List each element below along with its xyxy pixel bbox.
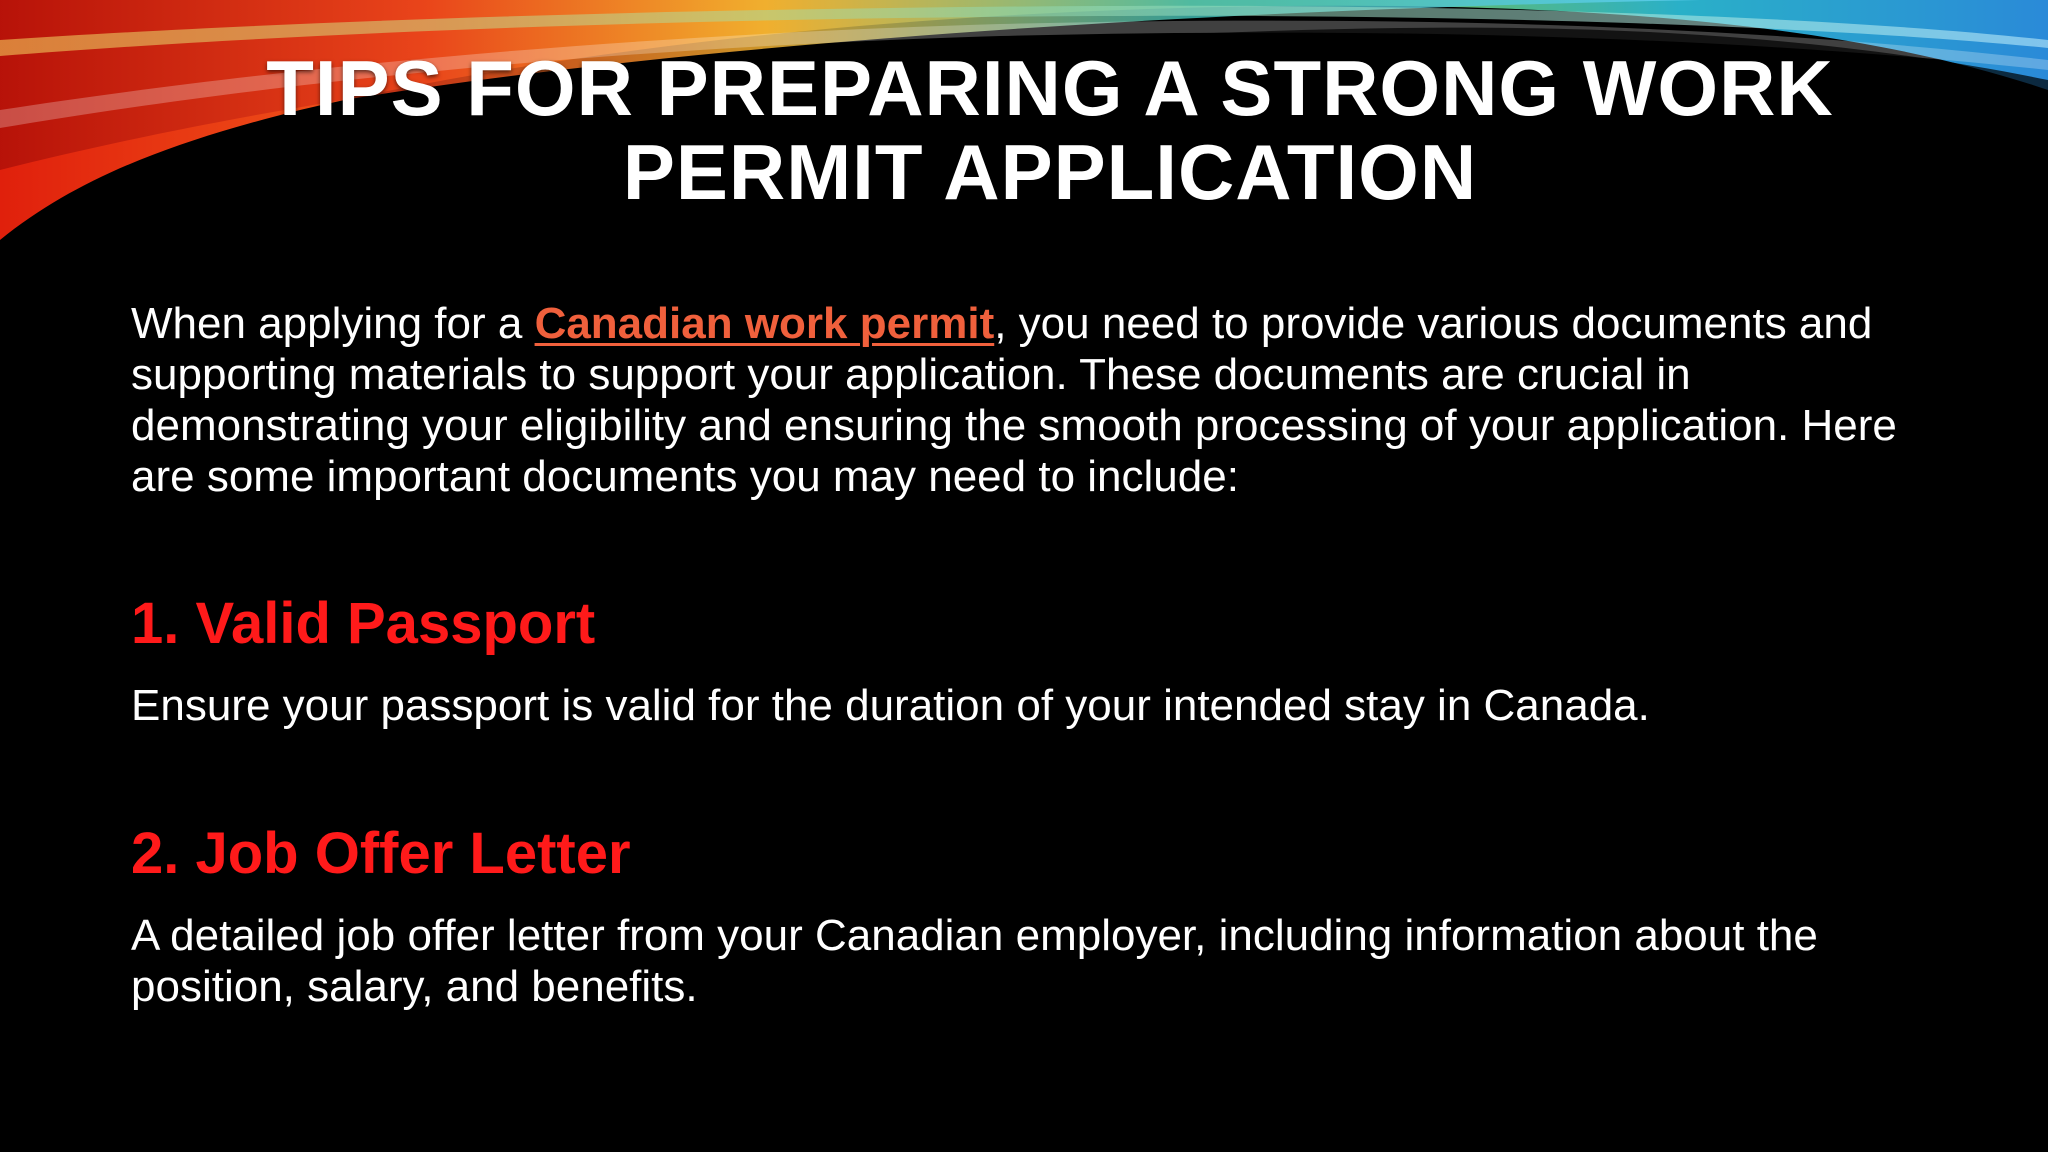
item-description-valid-passport: Ensure your passport is valid for the duration of your intended stay in Canada. — [131, 681, 1650, 730]
item-heading-valid-passport: 1. Valid Passport — [131, 591, 596, 656]
item-description-job-offer-letter: A detailed job offer letter from your Canadian employer, including information about the position, salary, and benefits. — [131, 911, 1818, 1011]
intro-text-end: , you need to provide various documents and supporting materials to support your application. These documents are crucial in demonstrating your eligibility and ensuring the smooth processing of your application. Here are some important documents you may need to include: — [131, 299, 1897, 501]
canadian-work-permit-link[interactable]: Canadian work permit — [534, 299, 995, 348]
item-heading-job-offer-letter: 2. Job Offer Letter — [131, 821, 631, 886]
intro-text-start: When applying for a — [131, 299, 535, 348]
intro-paragraph — [131, 298, 1961, 502]
slide-title: TIPS FOR PREPARING A STRONG WORK PERMIT APPLICATION — [266, 44, 1834, 216]
